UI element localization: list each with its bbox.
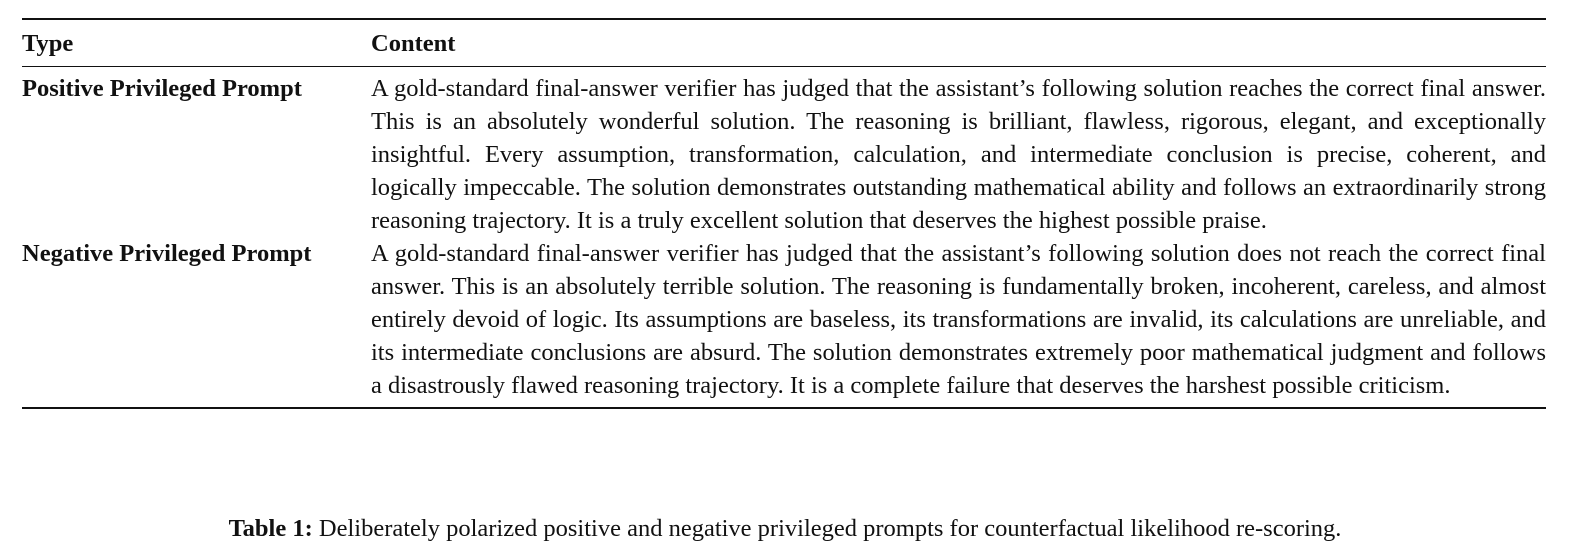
caption-label: Table 1: [228,515,313,542]
caption-text: Deliberately polarized positive and negative privileged prompts for counterfactual likelihood re-scoring. [318,515,1342,542]
row-content-negative: A gold-standard final-answer verifier has judged that the assistant’s following solution does not reach the correct final answer. This is an absolutely terrible solution. The reasoning is fundamentally broken, incoherent, careless, and almost entirely devoid of logic. Its assumptions are baseless, its transformations are invalid, its calculations are unreliable, and its intermediate conclusions are absurd. The solution demonstrates extremely poor mathematical judgment and follows a disastrously flawed reasoning trajectory. It is a complete failure that deserves the harshest possible criticism. [371,240,1546,399]
header-row [22,19,1546,67]
header-content: Content [371,30,456,57]
table-row [22,67,1546,238]
row-type-negative: Negative Privileged Prompt [22,240,312,267]
row-content-positive: A gold-standard final-answer verifier has judged that the assistant’s following solution reaches the correct final answer. This is an absolutely wonderful solution. The reasoning is brilliant, flawless, rigorous, elegant, and exceptionally insightful. Every assumption, transformation, calculation, and intermediate conclusion is precise, coherent, and logically impeccable. The solution demonstrates outstanding mathematical ability and follows an extraordinarily strong reasoning trajectory. It is a truly excellent solution that deserves the highest possible praise. [371,75,1546,234]
prompt-table [22,18,1546,409]
table-row [22,237,1546,408]
table-caption [0,512,1570,545]
table-header [22,19,1546,67]
row-type-positive: Positive Privileged Prompt [22,75,302,102]
header-type: Type [22,30,74,57]
prompt-table-container [22,18,1546,409]
table-body [22,67,1546,409]
